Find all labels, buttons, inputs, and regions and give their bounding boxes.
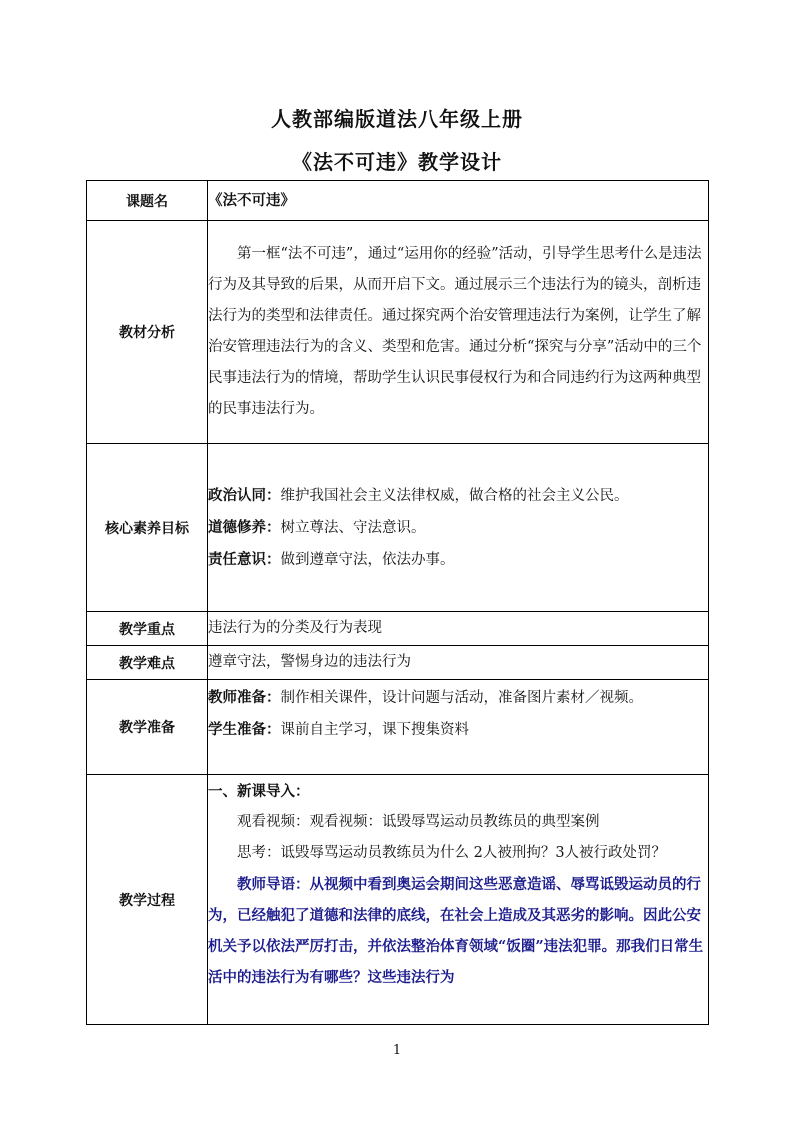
process-section-heading: 一、新课导入： — [208, 783, 310, 800]
prep-teacher-head: 教师准备： — [208, 689, 281, 706]
page-number: 1 — [392, 1043, 402, 1058]
prep-student — [208, 714, 708, 746]
value-analysis — [208, 221, 709, 444]
label-focus: 教学重点 — [87, 612, 208, 646]
row-literacy — [87, 444, 709, 612]
prep-teacher-text: 制作相关课件，设计问题与活动，准备图片素材／视频。 — [280, 690, 643, 706]
literacy-text: 维护我国社会主义法律权威，做合格的社会主义公民。 — [280, 487, 629, 504]
literacy-item — [208, 544, 708, 576]
literacy-item — [208, 480, 708, 512]
literacy-head: 政治认同： — [208, 486, 281, 504]
literacy-item — [208, 512, 708, 544]
prep-teacher — [208, 682, 708, 714]
analysis-text: 第一框“法不可违”，通过“运用你的经验”活动，引导学生思考什么是违法行为及其导致的后果，从而开启下文。通过展示三个违法行为的镜头，剖析违法行为的类型和法律责任。通过探究两个治安管理违法行为案例，让学生了解治安管理违法行为的含义、类型和危害。通过分析“探究与分享”活动中的三个民事违法行为的情境，帮助学生认识民事侵权行为和合同违约行为这两种典型的民事违法行为。 — [208, 246, 702, 417]
document-title: 人教部编版道法八年级上册 — [271, 107, 523, 131]
value-topic: 《法不可违》 — [208, 181, 709, 221]
value-focus: 违法行为的分类及行为表现 — [208, 612, 709, 646]
label-process: 教学过程 — [87, 775, 208, 1025]
label-analysis: 教材分析 — [87, 221, 208, 444]
value-literacy — [208, 444, 709, 612]
label-literacy: 核心素养目标 — [87, 444, 208, 612]
literacy-head: 道德修养： — [208, 518, 281, 536]
document-subtitle: 《法不可违》教学设计 — [292, 150, 502, 174]
row-difficulty — [87, 646, 709, 680]
row-analysis — [87, 221, 709, 444]
prep-student-text: 课前自主学习，课下搜集资料 — [280, 722, 469, 738]
process-teacher-guide: 教师导语：从视频中看到奥运会期间这些恶意造谣、辱骂诋毁运动员的行为，已经触犯了道德和法律的底线，在社会上造成及其恶劣的影响。因此公安机关予以依法严厉打击，并依法整治体育领域“饭圈”违法犯罪。那我们日常生活中的违法行为有哪些？这些违法行为 — [208, 876, 704, 986]
label-difficulty: 教学难点 — [87, 646, 208, 680]
row-focus — [87, 612, 709, 646]
literacy-text: 做到遵章守法，依法办事。 — [280, 551, 455, 568]
label-prep: 教学准备 — [87, 680, 208, 775]
value-difficulty: 遵章守法，警惕身边的违法行为 — [208, 646, 709, 680]
process-video: 观看视频：观看视频：诋毁辱骂运动员教练员的典型案例 — [237, 814, 600, 830]
row-prep — [87, 680, 709, 775]
literacy-head: 责任意识： — [208, 550, 281, 568]
value-process — [208, 775, 709, 1025]
label-topic: 课题名 — [87, 181, 208, 221]
process-think: 思考：诋毁辱骂运动员教练员为什么 2人被刑拘？3人被行政处罚？ — [237, 845, 667, 861]
prep-student-head: 学生准备： — [208, 721, 281, 738]
literacy-text: 树立尊法、守法意识。 — [280, 519, 426, 536]
value-prep — [208, 680, 709, 775]
lesson-plan-table — [86, 180, 709, 1025]
row-process — [87, 775, 709, 1025]
row-topic — [87, 181, 709, 221]
